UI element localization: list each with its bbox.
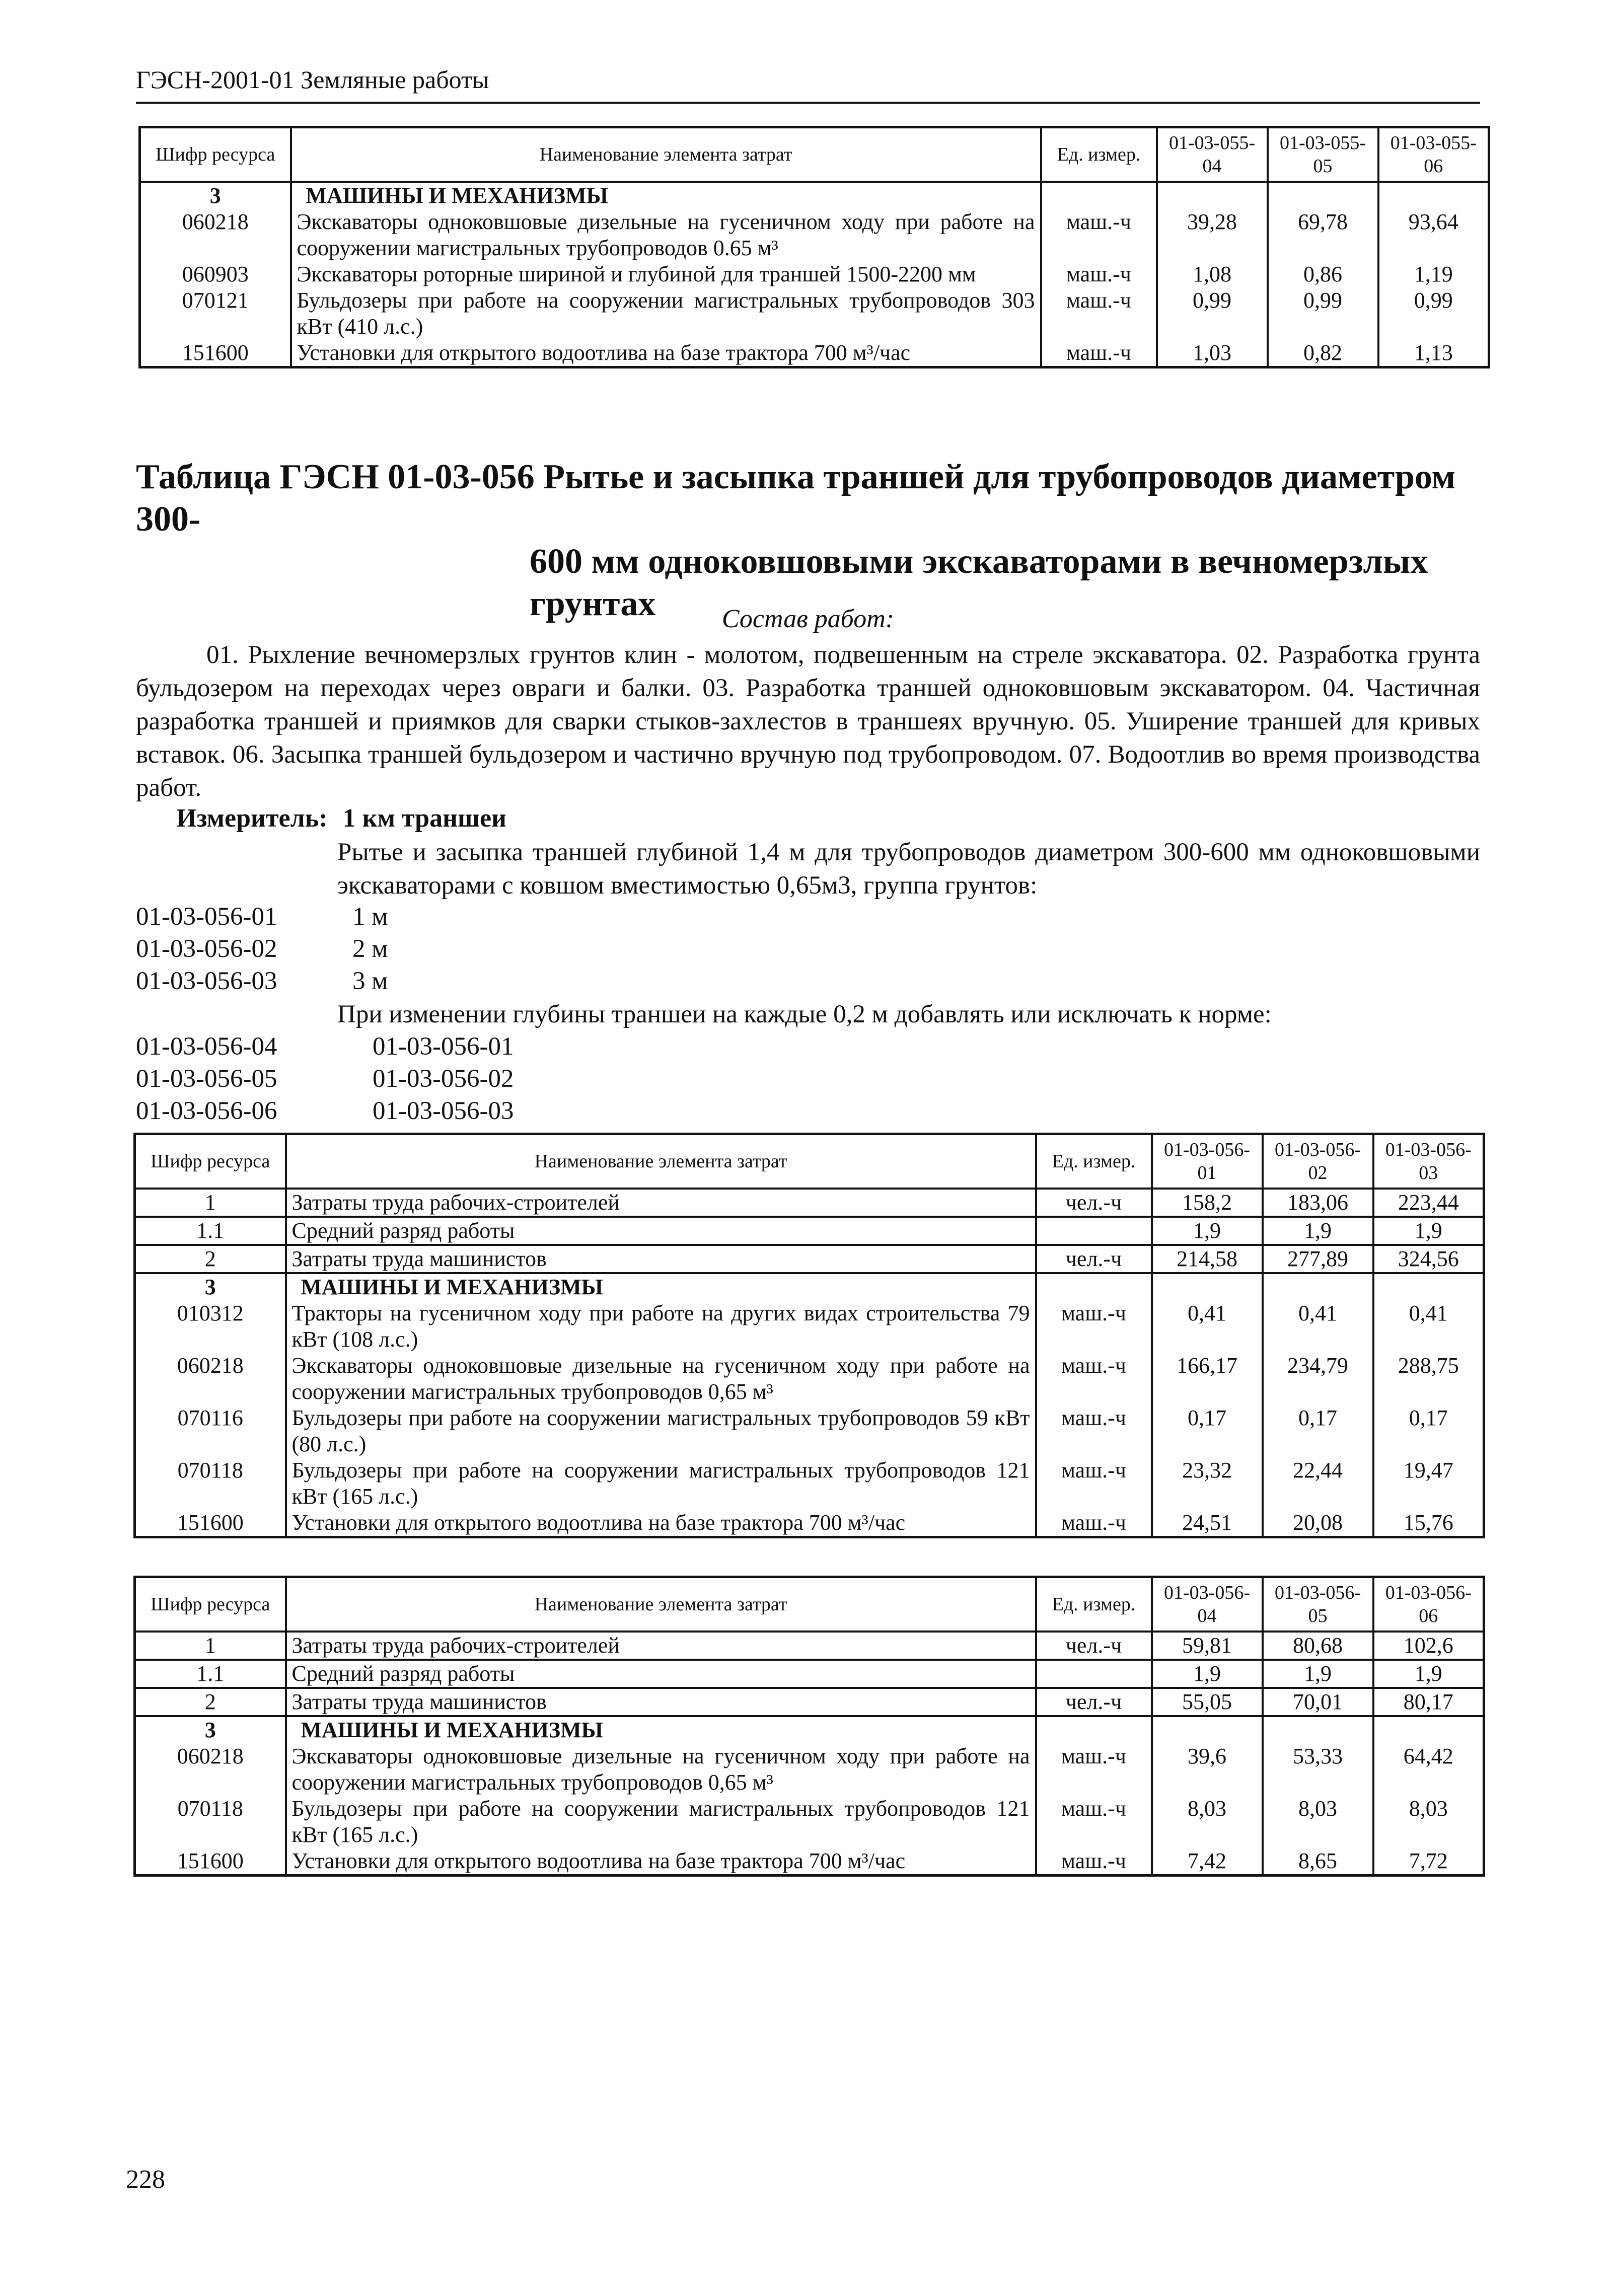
norm-value-cell: 53,33 — [1263, 1743, 1373, 1796]
resource-name-cell: Бульдозеры при работе на сооружении магистральных трубопроводов 121 кВт (165 л.с.) — [286, 1457, 1036, 1510]
unit-cell: маш.-ч — [1036, 1300, 1152, 1353]
table-row — [135, 1660, 1484, 1688]
col-header-code: Шифр ресурса — [135, 1134, 286, 1189]
resource-code-cell: 070118 — [135, 1457, 286, 1510]
table-title — [136, 456, 1480, 625]
resource-name-cell: Затраты труда рабочих-строителей — [286, 1632, 1036, 1660]
running-header: ГЭСН-2001-01 Земляные работы — [136, 64, 1480, 104]
unit-cell: маш.-ч — [1041, 287, 1157, 340]
norm-value-cell: 80,68 — [1263, 1632, 1373, 1660]
resource-code-cell: 060218 — [135, 1743, 286, 1796]
table-row — [135, 1457, 1484, 1510]
resource-code-cell: 060903 — [140, 261, 291, 287]
page-number: 228 — [126, 2165, 165, 2194]
norm-value-cell: 8,03 — [1373, 1796, 1484, 1848]
list-item: 01-03-056-02 2 м — [136, 935, 388, 963]
norm-value-cell — [1157, 182, 1268, 209]
norm-value-cell: 0,17 — [1373, 1405, 1484, 1457]
unit-cell: чел.-ч — [1036, 1688, 1152, 1716]
table-row — [135, 1510, 1484, 1537]
norm-value-cell: 1,9 — [1373, 1660, 1484, 1688]
col-header-norm-3: 01-03-056-06 — [1373, 1577, 1484, 1632]
norm-value-cell: 20,08 — [1263, 1510, 1373, 1537]
norm-value-cell: 223,44 — [1373, 1189, 1484, 1217]
table-row — [135, 1189, 1484, 1217]
unit-cell: маш.-ч — [1041, 261, 1157, 287]
resource-name-cell: Установки для открытого водоотлива на базе трактора 700 м³/час — [291, 340, 1041, 367]
col-header-code: Шифр ресурса — [140, 127, 291, 182]
norm-value-cell: 80,17 — [1373, 1688, 1484, 1716]
table-row — [140, 340, 1489, 367]
norm-value-cell: 0,86 — [1268, 261, 1378, 287]
norm-value-cell: 324,56 — [1373, 1245, 1484, 1273]
norm-value-cell: 288,75 — [1373, 1353, 1484, 1405]
resource-name-cell: Тракторы на гусеничном ходу при работе на других видах строительства 79 кВт (108 л.с.) — [286, 1300, 1036, 1353]
resource-name-cell: Средний разряд работы — [286, 1660, 1036, 1688]
work-composition-text: 01. Рыхление вечномерзлых грунтов клин - молотом, подвешенным на стреле экскаватора. 02. Разработка грунта бульдозером на переходах через овраги и балки. 03. Разработка траншей одноковшовым экскаватором. 04. Частичная разработка траншей и приямков для сварки стыков-захлестов в траншеях вручную. 05. Уширение траншей для кривых вставок. 06. Засыпка траншей бульдозером и частично вручную под трубопроводом. 07. Водоотлив во время производства работ. — [136, 641, 1480, 802]
unit-cell: маш.-ч — [1036, 1510, 1152, 1537]
col-header-code: Шифр ресурса — [135, 1577, 286, 1632]
norm-value-cell: 0,82 — [1268, 340, 1378, 367]
resource-code-cell: 2 — [135, 1688, 286, 1716]
list-item: 01-03-056-04 01-03-056-01 — [136, 1032, 514, 1061]
norm-value-cell: 1,13 — [1378, 340, 1489, 367]
col-header-unit: Ед. измер. — [1036, 1577, 1152, 1632]
table-header-row — [135, 1134, 1484, 1189]
norm-value-cell: 214,58 — [1152, 1245, 1263, 1273]
resource-code-cell: 151600 — [135, 1510, 286, 1537]
col-header-unit: Ед. измер. — [1036, 1134, 1152, 1189]
norm-value-cell: 1,9 — [1263, 1660, 1373, 1688]
table-row — [140, 287, 1489, 340]
resource-name-cell: Бульдозеры при работе на сооружении магистральных трубопроводов 303 кВт (410 л.с.) — [291, 287, 1041, 340]
norm-value-cell: 0,99 — [1378, 287, 1489, 340]
col-header-norm-1: 01-03-056-04 — [1152, 1577, 1263, 1632]
norm-value-cell — [1263, 1716, 1373, 1743]
norm-value-cell: 59,81 — [1152, 1632, 1263, 1660]
norm-value-cell: 0,99 — [1157, 287, 1268, 340]
unit-cell: чел.-ч — [1036, 1245, 1152, 1273]
norm-value-cell — [1268, 182, 1378, 209]
table-title-line-3: грунтах — [530, 584, 656, 623]
unit-cell: маш.-ч — [1036, 1743, 1152, 1796]
resource-name-cell: Экскаваторы роторные шириной и глубиной для траншей 1500-2200 мм — [291, 261, 1041, 287]
unit-cell: чел.-ч — [1036, 1632, 1152, 1660]
unit-cell: маш.-ч — [1041, 340, 1157, 367]
resource-name-cell: МАШИНЫ И МЕХАНИЗМЫ — [286, 1273, 1036, 1300]
norm-value-cell: 1,19 — [1378, 261, 1489, 287]
norm-value-cell: 1,9 — [1263, 1217, 1373, 1245]
table-row — [135, 1217, 1484, 1245]
norm-value-cell: 7,72 — [1373, 1848, 1484, 1876]
work-composition-heading: Состав работ: — [721, 605, 895, 633]
resource-code-cell: 151600 — [135, 1848, 286, 1876]
table-row — [135, 1300, 1484, 1353]
resource-name-cell: Экскаваторы одноковшовые дизельные на гусеничном ходу при работе на сооружении магистральных трубопроводов 0,65 м³ — [286, 1353, 1036, 1405]
resource-code-cell: 151600 — [140, 340, 291, 367]
resource-name-cell: Установки для открытого водоотлива на базе трактора 700 м³/час — [286, 1848, 1036, 1876]
unit-cell — [1041, 182, 1157, 209]
resource-name-cell: Затраты труда рабочих-строителей — [286, 1189, 1036, 1217]
col-header-norm-2: 01-03-056-05 — [1263, 1577, 1373, 1632]
norm-value-cell: 23,32 — [1152, 1457, 1263, 1510]
norm-value-cell: 0,17 — [1263, 1405, 1373, 1457]
norm-value-cell: 8,65 — [1263, 1848, 1373, 1876]
col-header-norm-2: 01-03-056-02 — [1263, 1134, 1373, 1189]
list-item: 01-03-056-05 01-03-056-02 — [136, 1065, 514, 1093]
resource-code-cell: 1.1 — [135, 1660, 286, 1688]
unit-cell — [1036, 1217, 1152, 1245]
resource-name-cell: МАШИНЫ И МЕХАНИЗМЫ — [286, 1716, 1036, 1743]
table-row — [135, 1632, 1484, 1660]
resource-code-cell: 010312 — [135, 1300, 286, 1353]
norm-value-cell: 1,9 — [1152, 1217, 1263, 1245]
resource-code-cell: 3 — [135, 1716, 286, 1743]
table-header-row — [140, 127, 1489, 182]
resource-name-cell: Средний разряд работы — [286, 1217, 1036, 1245]
norm-value-cell: 1,9 — [1373, 1217, 1484, 1245]
table-section-row — [140, 182, 1489, 209]
norm-value-cell: 0,17 — [1152, 1405, 1263, 1457]
resource-name-cell: Бульдозеры при работе на сооружении магистральных трубопроводов 121 кВт (165 л.с.) — [286, 1796, 1036, 1848]
norm-value-cell: 93,64 — [1378, 209, 1489, 261]
norm-value-cell: 1,03 — [1157, 340, 1268, 367]
resource-code-cell: 1.1 — [135, 1217, 286, 1245]
resource-code-cell: 3 — [140, 182, 291, 209]
norm-value-cell: 69,78 — [1268, 209, 1378, 261]
resource-code-cell: 3 — [135, 1273, 286, 1300]
table-row — [135, 1353, 1484, 1405]
table-row — [135, 1848, 1484, 1876]
norm-value-cell: 24,51 — [1152, 1510, 1263, 1537]
unit-cell — [1036, 1716, 1152, 1743]
norm-value-cell: 1,08 — [1157, 261, 1268, 287]
measure-value: 1 км траншеи — [342, 804, 506, 833]
table-section-row — [135, 1716, 1484, 1743]
col-header-norm-2: 01-03-055-05 — [1268, 127, 1378, 182]
resource-code-cell: 070121 — [140, 287, 291, 340]
table-row — [135, 1405, 1484, 1457]
table-row — [140, 261, 1489, 287]
unit-cell: маш.-ч — [1036, 1405, 1152, 1457]
norm-value-cell: 102,6 — [1373, 1632, 1484, 1660]
col-header-name: Наименование элемента затрат — [286, 1577, 1036, 1632]
unit-cell: маш.-ч — [1036, 1848, 1152, 1876]
norm-value-cell: 7,42 — [1152, 1848, 1263, 1876]
resource-code-cell: 070118 — [135, 1796, 286, 1848]
norm-value-cell: 15,76 — [1373, 1510, 1484, 1537]
norm-value-cell: 70,01 — [1263, 1688, 1373, 1716]
unit-cell — [1036, 1660, 1152, 1688]
table-row — [135, 1688, 1484, 1716]
norm-value-cell: 0,99 — [1268, 287, 1378, 340]
resource-table-055 — [138, 126, 1490, 368]
col-header-name: Наименование элемента затрат — [286, 1134, 1036, 1189]
col-header-norm-3: 01-03-055-06 — [1378, 127, 1489, 182]
norm-value-cell: 39,6 — [1152, 1743, 1263, 1796]
resource-name-cell: Экскаваторы одноковшовые дизельные на гусеничном ходу при работе на сооружении магистральных трубопроводов 0.65 м³ — [291, 209, 1041, 261]
norm-value-cell: 22,44 — [1263, 1457, 1373, 1510]
norm-value-cell: 39,28 — [1157, 209, 1268, 261]
list-item: 01-03-056-06 01-03-056-03 — [136, 1097, 514, 1125]
unit-cell: маш.-ч — [1036, 1457, 1152, 1510]
norm-value-cell — [1373, 1716, 1484, 1743]
norm-value-cell: 64,42 — [1373, 1743, 1484, 1796]
unit-cell: маш.-ч — [1036, 1353, 1152, 1405]
norm-value-cell: 158,2 — [1152, 1189, 1263, 1217]
col-header-name: Наименование элемента затрат — [291, 127, 1041, 182]
resource-code-cell: 2 — [135, 1245, 286, 1273]
norm-value-cell — [1378, 182, 1489, 209]
table-row — [135, 1743, 1484, 1796]
resource-name-cell: Установки для открытого водоотлива на базе трактора 700 м³/час — [286, 1510, 1036, 1537]
table-row — [135, 1796, 1484, 1848]
col-header-norm-3: 01-03-056-03 — [1373, 1134, 1484, 1189]
resource-code-cell: 070116 — [135, 1405, 286, 1457]
norm-value-cell — [1263, 1273, 1373, 1300]
table-section-row — [135, 1273, 1484, 1300]
resource-name-cell: Бульдозеры при работе на сооружении магистральных трубопроводов 59 кВт (80 л.с.) — [286, 1405, 1036, 1457]
norm-description: Рытье и засыпка траншей глубиной 1,4 м для трубопроводов диаметром 300-600 мм одноковшовыми экскаваторами с ковшом вместимостью 0,65м3, группа грунтов: — [337, 838, 1480, 900]
resource-code-cell: 1 — [135, 1189, 286, 1217]
measure-line — [176, 803, 506, 834]
resource-code-cell: 060218 — [135, 1353, 286, 1405]
norm-value-cell: 183,06 — [1263, 1189, 1373, 1217]
norm-value-cell: 234,79 — [1263, 1353, 1373, 1405]
col-header-unit: Ед. измер. — [1041, 127, 1157, 182]
col-header-norm-1: 01-03-055-04 — [1157, 127, 1268, 182]
list-item: 01-03-056-01 1 м — [136, 903, 388, 931]
resource-name-cell: МАШИНЫ И МЕХАНИЗМЫ — [291, 182, 1041, 209]
unit-cell: маш.-ч — [1041, 209, 1157, 261]
norm-value-cell: 0,41 — [1263, 1300, 1373, 1353]
norm-value-cell: 8,03 — [1263, 1796, 1373, 1848]
norm-value-cell — [1152, 1273, 1263, 1300]
resource-name-cell: Затраты труда машинистов — [286, 1688, 1036, 1716]
resource-table-056-a — [133, 1133, 1485, 1538]
list-item: 01-03-056-03 3 м — [136, 967, 388, 995]
resource-table-056-b — [133, 1576, 1485, 1877]
norm-value-cell: 166,17 — [1152, 1353, 1263, 1405]
norm-value-cell: 8,03 — [1152, 1796, 1263, 1848]
unit-cell: маш.-ч — [1036, 1796, 1152, 1848]
table-row — [140, 209, 1489, 261]
unit-cell: чел.-ч — [1036, 1189, 1152, 1217]
norm-value-cell: 277,89 — [1263, 1245, 1373, 1273]
norm-value-cell: 0,41 — [1152, 1300, 1263, 1353]
table-row — [135, 1245, 1484, 1273]
depth-adjustment-note: При изменении глубины траншеи на каждые 0,2 м добавлять или исключать к норме: — [337, 1000, 1272, 1028]
norm-value-cell — [1373, 1273, 1484, 1300]
norm-value-cell — [1152, 1716, 1263, 1743]
resource-code-cell: 060218 — [140, 209, 291, 261]
unit-cell — [1036, 1273, 1152, 1300]
col-header-norm-1: 01-03-056-01 — [1152, 1134, 1263, 1189]
table-title-line-2: 600 мм одноковшовыми экскаваторами в вечномерзлых — [530, 542, 1428, 581]
table-title-line-1: Таблица ГЭСН 01-03-056 Рытье и засыпка траншей для трубопроводов диаметром 300- — [136, 458, 1456, 539]
resource-name-cell: Экскаваторы одноковшовые дизельные на гусеничном ходу при работе на сооружении магистральных трубопроводов 0,65 м³ — [286, 1743, 1036, 1796]
table-header-row — [135, 1577, 1484, 1632]
resource-name-cell: Затраты труда машинистов — [286, 1245, 1036, 1273]
norm-value-cell: 1,9 — [1152, 1660, 1263, 1688]
norm-value-cell: 0,41 — [1373, 1300, 1484, 1353]
norm-value-cell: 55,05 — [1152, 1688, 1263, 1716]
norm-value-cell: 19,47 — [1373, 1457, 1484, 1510]
measure-label: Измеритель: — [176, 804, 328, 833]
resource-code-cell: 1 — [135, 1632, 286, 1660]
